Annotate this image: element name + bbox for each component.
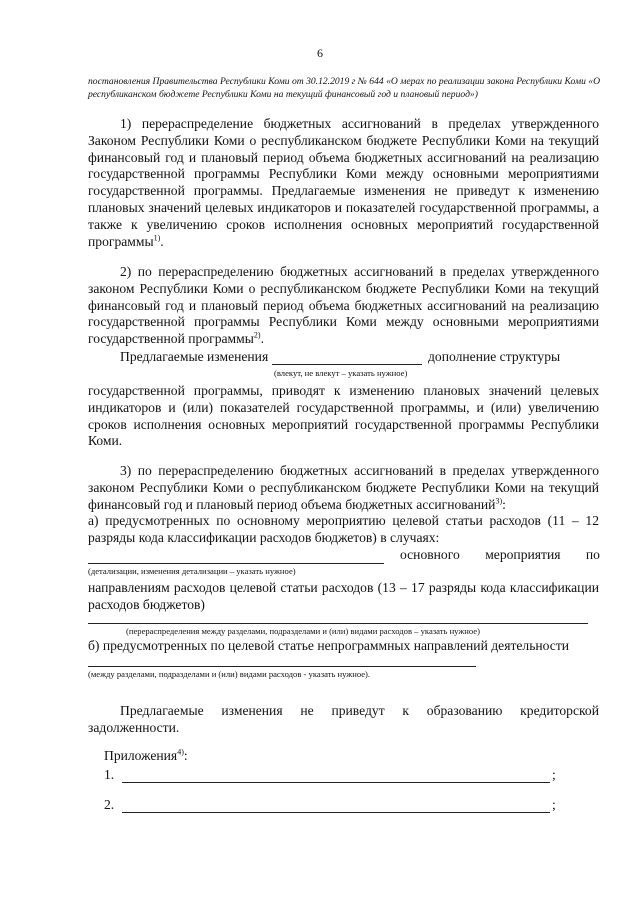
attachment-1-semicolon: ; (552, 767, 556, 782)
word-meropriyatiya: мероприятия (485, 547, 561, 562)
detail-hint: (детализации, изменения детализации – указать нужное) (88, 566, 296, 576)
proposed-changes-label: Предлагаемые изменения (120, 349, 269, 364)
footnote-3-marker: 3) (495, 496, 503, 506)
attachment-2-semicolon: ; (552, 797, 556, 812)
blank-line-nonprogram[interactable] (88, 666, 476, 667)
item-3a-continuation: направлениям расходов целевой статьи расходов (13 – 17 разряды кода классификации расходов бюджетов) (88, 580, 599, 612)
header-reference: постановления Правительства Республики Коми от 30.12.2019 г № 644 «О мерах по реализации закона Республики Коми «О республиканском бюджете Республики Коми на текущий финансовый год и плановый период») (88, 76, 600, 100)
conclusion-paragraph: Предлагаемые изменения не приведут к образованию кредиторской задолженности. (88, 703, 599, 735)
item-3b-paragraph: б) предусмотренных по целевой статье непрограммных направлений деятельности (88, 638, 570, 653)
item-2-end: . (260, 331, 264, 347)
word-po: по (585, 547, 600, 562)
footnote-1-marker: 1) (153, 233, 161, 243)
attachment-1-number: 1. (104, 767, 115, 782)
structure-addition-label: дополнение структуры (428, 349, 561, 364)
item-3-end: : (502, 496, 506, 512)
word-osnovnogo: основного (400, 547, 460, 562)
page-number: 6 (317, 46, 323, 60)
footnote-2-marker: 2) (253, 330, 261, 340)
item-3-paragraph (88, 463, 599, 513)
attachments-title: Приложения (104, 748, 178, 763)
item-1-text: 1) перераспределение бюджетных ассигнований в пределах утвержденного Законом Республики Коми о республиканском бюджете Республики Коми на текущий финансовый год и плановый период объема бюджетных ассигнований на реализацию государственной программы Республики Коми между основными мероприятиями государственной программы. Предлагаемые изменения не приведут к изменению плановых значений целевых индикаторов и показателей государственной программы, а также к увеличению сроков исполнения основных мероприятий государственной программы (88, 116, 599, 249)
attachment-2-line[interactable] (122, 812, 550, 813)
item-3a-words (400, 547, 600, 564)
item-1-end: . (160, 233, 164, 249)
blank-line-redistribution[interactable] (88, 623, 588, 624)
item-2-continuation: государственной программы, приводят к изменению плановых значений целевых индикаторов и (или) показателей государственной программы, и (или) увеличению сроков исполнения основных мероприятий государственной программы Республики Коми. (88, 383, 599, 449)
attachment-2-number: 2. (104, 797, 115, 812)
footnote-4-marker: 4) (177, 747, 184, 757)
effect-hint: (влекут, не влекут – указать нужное) (274, 368, 408, 378)
item-3-text: 3) по перераспределению бюджетных ассигнований в пределах утвержденного законом Республики Коми о республиканском бюджете Республики Коми на текущий финансовый год и плановый период объема бюджетных ассигнований (88, 463, 599, 512)
blank-line-detail[interactable] (88, 563, 384, 564)
attachments-colon: : (183, 748, 188, 763)
item-2-text: 2) по перераспределению бюджетных ассигнований в пределах утвержденного законом Республики Коми о республиканском бюджете Республики Коми на текущий финансовый год и плановый период объема бюджетных ассигнований на реализацию государственной программы Республики Коми между основными мероприятиями государственной программы (88, 264, 599, 347)
item-1-paragraph (88, 116, 599, 250)
blank-line-effect[interactable] (272, 364, 422, 365)
attachments-label (104, 748, 188, 765)
attachment-1-line[interactable] (122, 782, 550, 783)
item-3a-paragraph: а) предусмотренных по основному мероприятию целевой статьи расходов (11 – 12 разряды кода классификации расходов бюджетов) в случаях: (88, 513, 599, 545)
redistribution-hint: (перераспределения между разделами, подразделами и (или) видами расходов – указать нужное) (126, 626, 480, 636)
nonprogram-hint: (между разделами, подразделами и (или) видами расходов - указать нужное). (88, 669, 371, 679)
item-2-paragraph (88, 264, 599, 348)
